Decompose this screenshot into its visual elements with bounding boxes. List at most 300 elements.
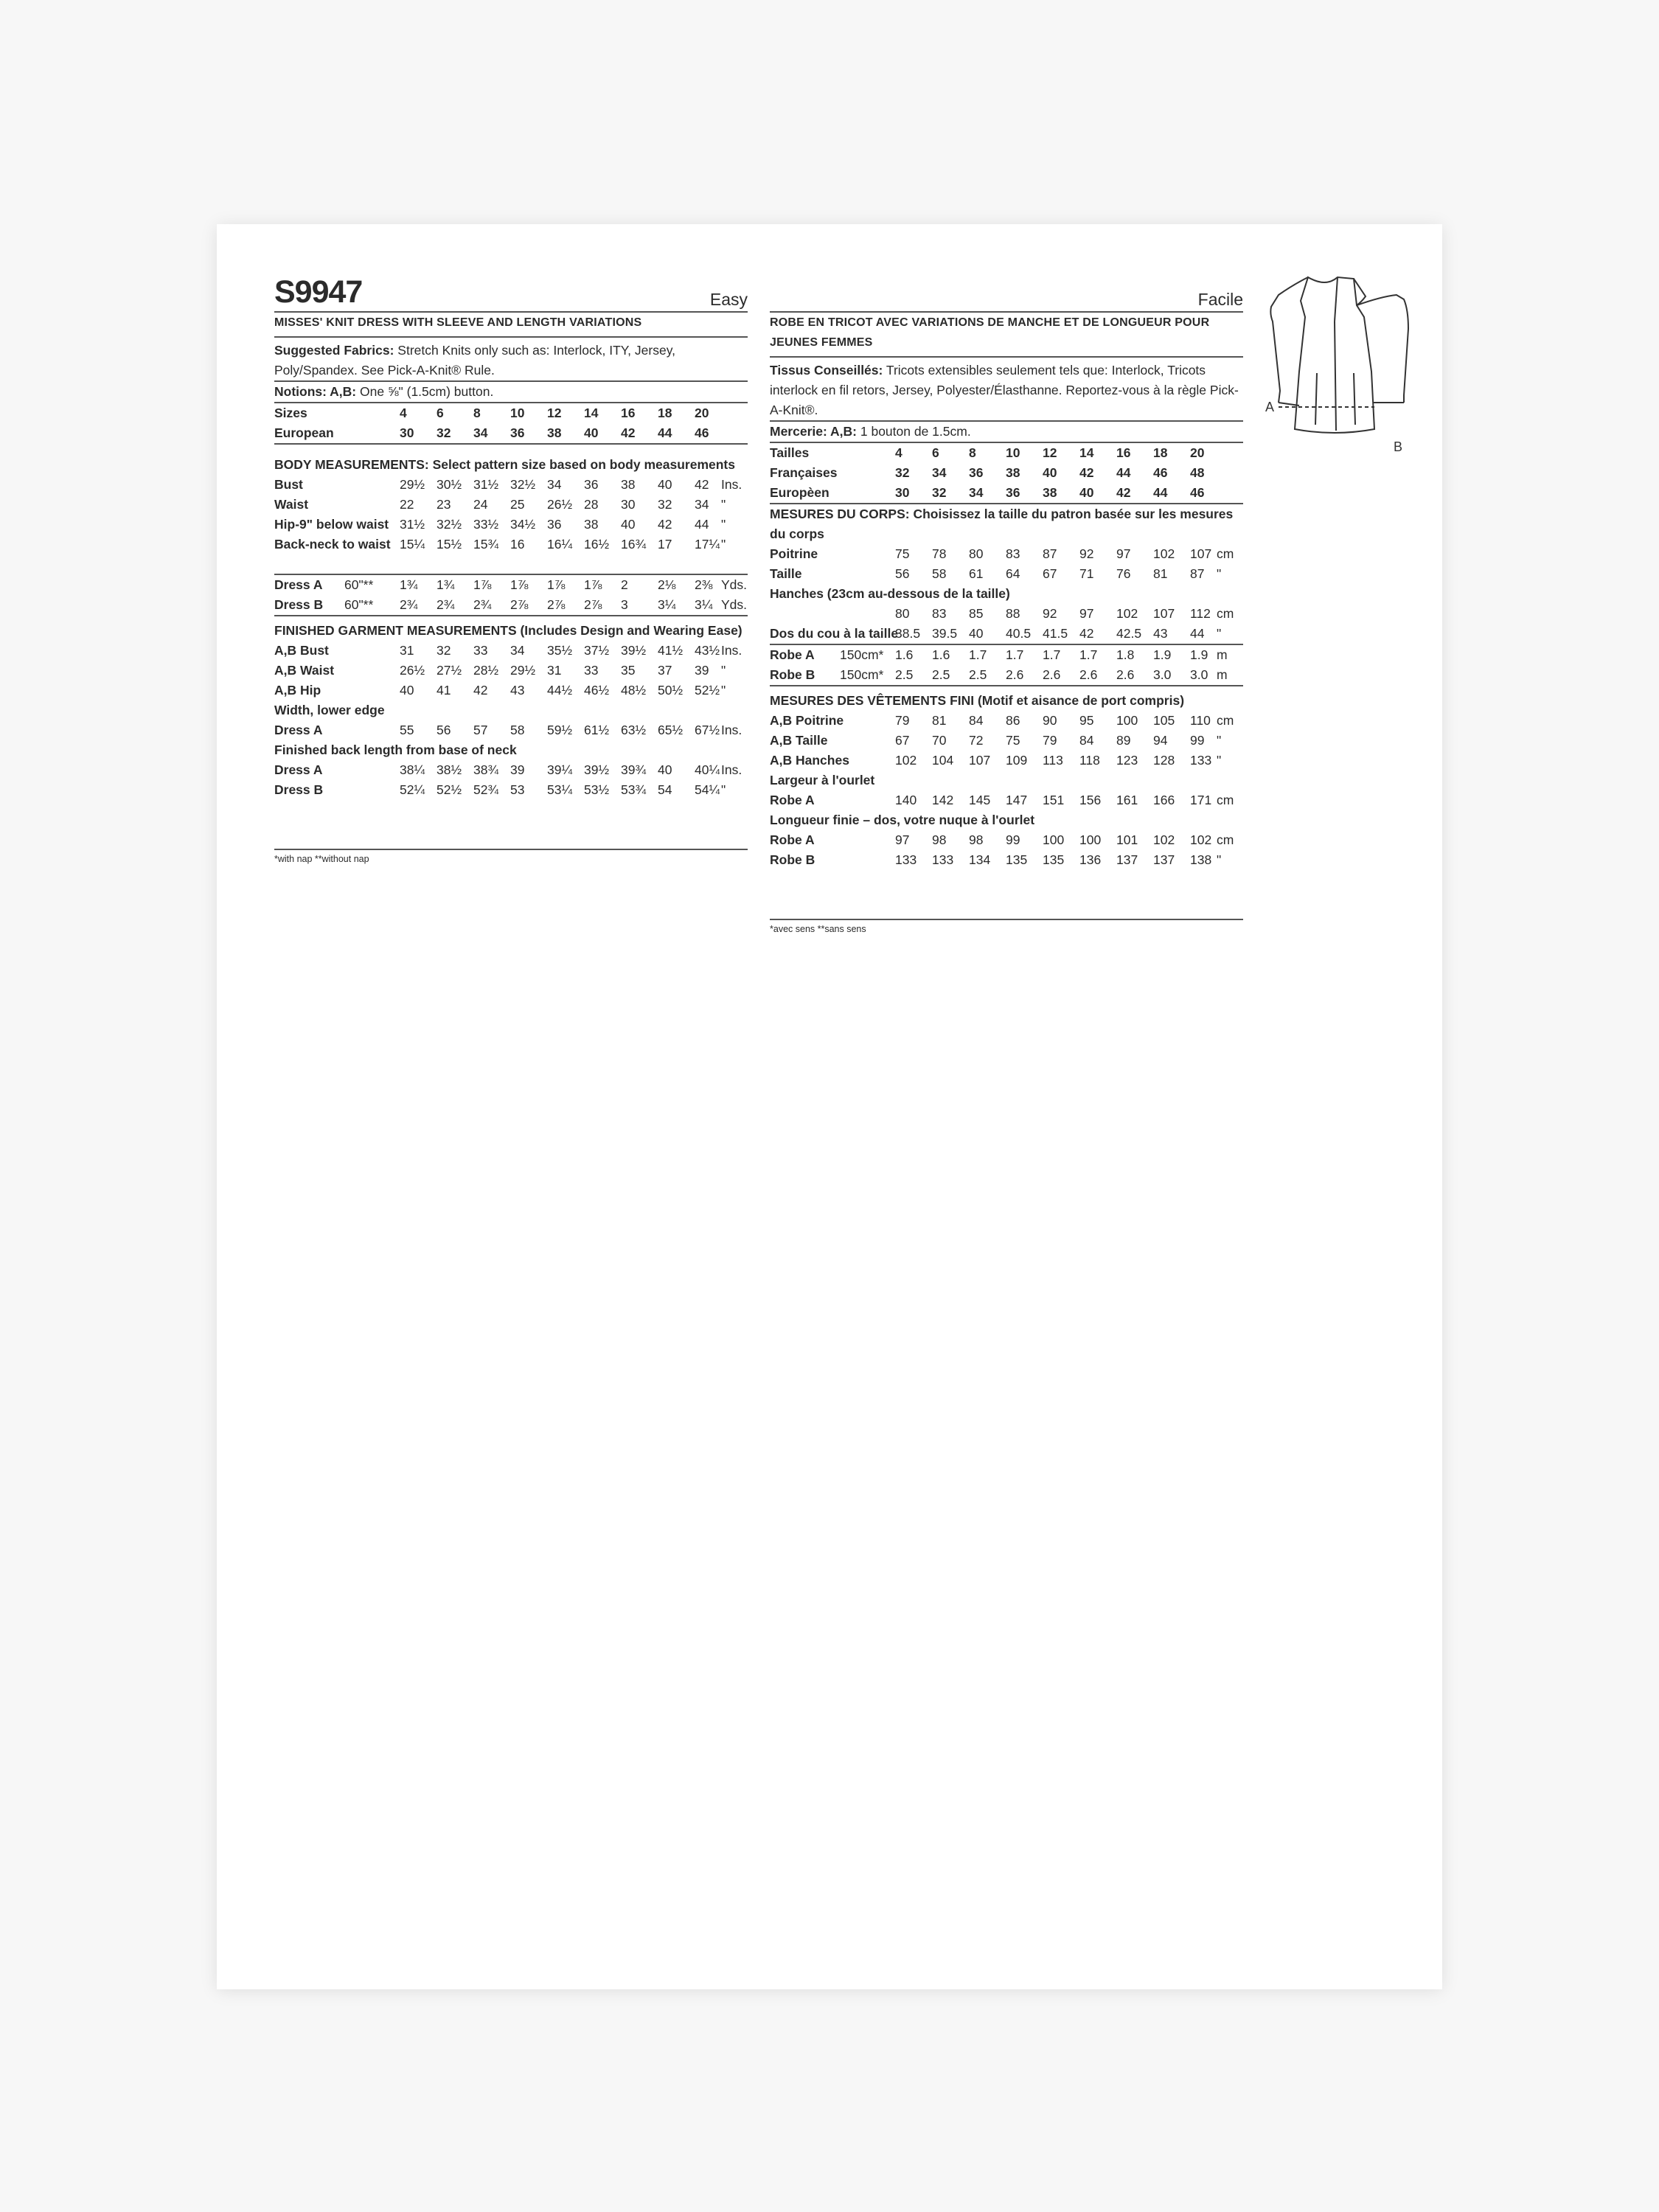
table-cell: 16 — [1116, 445, 1131, 460]
row-label: Robe A — [770, 832, 815, 847]
table-cell: 92 — [1043, 606, 1057, 621]
row-label: Bust — [274, 477, 303, 492]
table-cell: 39.5 — [932, 626, 958, 641]
table-cell: 42 — [621, 425, 636, 440]
table-cell: 67 — [1043, 566, 1057, 581]
table-cell: 140 — [895, 793, 917, 807]
table-cell: 95 — [1079, 713, 1094, 728]
table-cell: 42 — [695, 477, 709, 492]
table-cell: 118 — [1079, 753, 1100, 768]
table-cell: 25 — [510, 497, 525, 512]
unit-label: cm — [1217, 606, 1234, 621]
unit-label: Yds. — [721, 577, 748, 592]
table-cell: 46 — [695, 425, 709, 440]
row-label: Robe A — [770, 647, 815, 662]
table-row — [770, 711, 1243, 731]
difficulty-label: Facile — [1197, 290, 1243, 309]
table-row — [770, 564, 1243, 584]
table-cell: 67½ — [695, 723, 720, 737]
table-cell: 15½ — [437, 537, 462, 552]
table-cell: 58 — [932, 566, 947, 581]
table-cell: 8 — [473, 406, 481, 420]
table-cell: 43 — [1153, 626, 1168, 641]
table-cell: 102 — [1116, 606, 1138, 621]
row-label: Robe B — [770, 852, 815, 867]
fabrics-text: Stretch Knits only such as: Interlock, ITY, Jersey, Poly/Spandex. See Pick-A-Knit® Rule. — [274, 343, 676, 378]
row-label: European — [274, 425, 334, 440]
table-cell: 59½ — [547, 723, 573, 737]
table-cell: 6 — [437, 406, 444, 420]
table-cell: 81 — [932, 713, 947, 728]
row-label: Hip-9" below waist — [274, 517, 389, 532]
unit-label: " — [721, 683, 726, 698]
table-cell: 135 — [1006, 852, 1028, 867]
table-cell: 113 — [1043, 753, 1063, 768]
table-cell: 43½ — [695, 643, 720, 658]
unit-label: " — [1217, 566, 1222, 581]
table-row — [770, 544, 1243, 564]
table-row — [274, 535, 748, 554]
pattern-envelope-sheet — [217, 224, 1442, 1989]
row-label: Robe A — [770, 793, 815, 807]
table-cell: 32 — [895, 465, 910, 480]
table-cell: 3¼ — [695, 597, 713, 612]
table-cell: 1⅞ — [473, 577, 492, 592]
table-cell: 36 — [969, 465, 984, 480]
row-label: Robe B — [770, 667, 815, 682]
table-cell: 3.0 — [1190, 667, 1208, 682]
table-cell: 10 — [510, 406, 525, 420]
table-row — [770, 771, 1243, 790]
table-cell: 32 — [932, 485, 947, 500]
table-cell: 61 — [969, 566, 984, 581]
fabrics-text: Tricots extensibles seulement tels que: Interlock, Tricots interlock en fil retors, Jersey, Polyester/Élasthanne. Reportez-vous à la règle Pick-A-Knit®. — [770, 363, 1239, 417]
footnote: *avec sens **sans sens — [770, 919, 1243, 936]
table-cell: 1⅞ — [510, 577, 529, 592]
size-table — [770, 443, 1243, 504]
table-cell: 46 — [1153, 465, 1168, 480]
table-cell: 18 — [658, 406, 672, 420]
table-cell: 171 — [1190, 793, 1212, 807]
table-cell: 16 — [510, 537, 525, 552]
finished-measurements-heading: MESURES DES VÊTEMENTS FINI (Motif et aisance de port compris) — [770, 693, 1185, 708]
table-cell: 101 — [1116, 832, 1138, 847]
table-cell: 87 — [1043, 546, 1057, 561]
row-label: Taille — [770, 566, 802, 581]
table-cell: 48½ — [621, 683, 647, 698]
header — [274, 273, 748, 313]
unit-label: Ins. — [721, 477, 742, 492]
table-row — [770, 810, 1243, 830]
table-row — [770, 624, 1243, 644]
table-cell: 53¼ — [547, 782, 573, 797]
table-row — [274, 661, 748, 681]
table-cell: 123 — [1116, 753, 1138, 768]
table-cell: 34 — [932, 465, 947, 480]
table-cell: 15¾ — [473, 537, 499, 552]
table-row — [770, 443, 1243, 463]
table-row — [274, 641, 748, 661]
table-cell: 48 — [1190, 465, 1205, 480]
difficulty-label: Easy — [709, 290, 748, 309]
table-cell: 34 — [473, 425, 488, 440]
unit-label: cm — [1217, 713, 1234, 728]
table-cell: 34½ — [510, 517, 536, 532]
table-row — [274, 740, 748, 760]
unit-label: Ins. — [721, 643, 742, 658]
table-cell: 104 — [932, 753, 954, 768]
table-cell: 99 — [1190, 733, 1205, 748]
table-cell: 36 — [1006, 485, 1020, 500]
notions-label: Notions: A,B: — [274, 384, 357, 399]
table-cell: 90 — [1043, 713, 1057, 728]
table-cell: 54 — [658, 782, 672, 797]
table-cell: 1¾ — [400, 577, 418, 592]
table-row — [770, 604, 1243, 624]
table-cell: 102 — [1153, 832, 1175, 847]
table-cell: 1.7 — [1043, 647, 1061, 662]
body-heading-rest: Choisissez la taille du patron basée sur les mesures du corps — [770, 507, 1234, 541]
table-cell: 44 — [658, 425, 672, 440]
notions-text: One ⅝" (1.5cm) button. — [360, 384, 494, 399]
unit-label: " — [721, 517, 726, 532]
body-heading-bold: MESURES DU CORPS: — [770, 507, 910, 521]
table-cell: 166 — [1153, 793, 1175, 807]
table-cell: 67 — [895, 733, 910, 748]
table-cell: 35½ — [547, 643, 573, 658]
table-cell: 20 — [1190, 445, 1205, 460]
suggested-fabrics — [770, 358, 1243, 422]
table-cell: 43 — [510, 683, 525, 698]
table-cell: 2¾ — [437, 597, 455, 612]
row-label: Sizes — [274, 406, 307, 420]
table-cell: 85 — [969, 606, 984, 621]
table-cell: 42 — [1116, 485, 1131, 500]
row-label: Dress B — [274, 782, 324, 797]
table-cell: 35 — [621, 663, 636, 678]
table-cell: 107 — [969, 753, 991, 768]
table-cell: 30 — [621, 497, 636, 512]
row-label: A,B Hanches — [770, 753, 849, 768]
table-cell: 33 — [473, 643, 488, 658]
row-label: Width, lower edge — [274, 703, 385, 717]
row-label: A,B Bust — [274, 643, 329, 658]
table-cell: 156 — [1079, 793, 1102, 807]
table-cell: 65½ — [658, 723, 684, 737]
table-cell: 100 — [1079, 832, 1102, 847]
row-label: Finished back length from base of neck — [274, 742, 517, 757]
table-cell: 54¼ — [695, 782, 720, 797]
table-cell: 133 — [932, 852, 954, 867]
table-cell: 3.0 — [1153, 667, 1172, 682]
table-row — [274, 681, 748, 700]
table-cell: 102 — [895, 753, 917, 768]
table-cell: 53¾ — [621, 782, 647, 797]
table-cell: 39¼ — [547, 762, 573, 777]
table-cell: 2.6 — [1079, 667, 1098, 682]
table-cell: 56 — [437, 723, 451, 737]
table-cell: 17¼ — [695, 537, 720, 552]
table-cell: 40 — [658, 477, 672, 492]
table-cell: 44 — [1153, 485, 1168, 500]
table-cell: 107 — [1190, 546, 1212, 561]
header — [770, 273, 1243, 313]
unit-label: Ins. — [721, 762, 742, 777]
table-cell: 46 — [1190, 485, 1205, 500]
notions-label: Mercerie: A,B: — [770, 424, 857, 439]
table-cell: 44½ — [547, 683, 573, 698]
table-cell: 31 — [400, 643, 414, 658]
table-cell: 44 — [1116, 465, 1131, 480]
table-row — [274, 760, 748, 780]
table-cell: 3¼ — [658, 597, 676, 612]
table-cell: 99 — [1006, 832, 1020, 847]
unit-label: " — [721, 663, 726, 678]
suggested-fabrics — [274, 338, 748, 382]
table-cell: 36 — [584, 477, 599, 492]
table-cell: 2⅞ — [584, 597, 602, 612]
row-label: Largeur à l'ourlet — [770, 773, 875, 787]
table-cell: 27½ — [437, 663, 462, 678]
table-row — [770, 463, 1243, 483]
table-cell: 128 — [1153, 753, 1175, 768]
pattern-title: MISSES' KNIT DRESS WITH SLEEVE AND LENGTH VARIATIONS — [274, 313, 748, 338]
table-cell: 14 — [1079, 445, 1094, 460]
table-row — [770, 830, 1243, 850]
table-cell: 50½ — [658, 683, 684, 698]
table-cell: 38 — [621, 477, 636, 492]
notions-text: 1 bouton de 1.5cm. — [860, 424, 971, 439]
table-cell: 92 — [1079, 546, 1094, 561]
table-cell: 34 — [969, 485, 984, 500]
table-cell: 16¼ — [547, 537, 573, 552]
table-cell: 32 — [437, 425, 451, 440]
notions — [274, 382, 748, 403]
body-measurements-heading — [770, 504, 1243, 544]
table-cell: 44 — [695, 517, 709, 532]
table-cell: 86 — [1006, 713, 1020, 728]
table-cell: 3 — [621, 597, 628, 612]
table-cell: 109 — [1006, 753, 1028, 768]
table-cell: 38½ — [437, 762, 462, 777]
body-heading-rest: Select pattern size based on body measurements — [432, 457, 735, 472]
table-row — [770, 483, 1243, 503]
table-cell: 38 — [584, 517, 599, 532]
table-cell: 52¾ — [473, 782, 499, 797]
table-cell: 1⅞ — [547, 577, 566, 592]
table-cell: 57 — [473, 723, 488, 737]
table-cell: 15¼ — [400, 537, 425, 552]
table-cell: 38 — [1006, 465, 1020, 480]
table-cell: 2 — [621, 577, 628, 592]
table-cell: 100 — [1043, 832, 1065, 847]
table-cell: 31½ — [473, 477, 499, 492]
table-cell: 102 — [1190, 832, 1212, 847]
table-cell: 32½ — [437, 517, 462, 532]
table-cell: 61½ — [584, 723, 610, 737]
table-cell: 100 — [1116, 713, 1138, 728]
table-cell: 151 — [1043, 793, 1065, 807]
table-cell: 84 — [969, 713, 984, 728]
table-cell: 2¾ — [473, 597, 492, 612]
table-cell: 55 — [400, 723, 414, 737]
table-cell: 1.7 — [1079, 647, 1098, 662]
table-row — [274, 403, 748, 423]
table-cell: 75 — [1006, 733, 1020, 748]
size-table — [274, 403, 748, 445]
table-cell: 8 — [969, 445, 976, 460]
table-cell: 138 — [1190, 852, 1212, 867]
table-cell: 17 — [658, 537, 672, 552]
table-cell: 30 — [400, 425, 414, 440]
table-cell: 135 — [1043, 852, 1065, 867]
table-cell: 39½ — [621, 643, 647, 658]
table-cell: 4 — [895, 445, 902, 460]
table-row — [770, 850, 1243, 870]
table-cell: 1.7 — [1006, 647, 1024, 662]
unit-label: " — [1217, 852, 1222, 867]
unit-label: " — [1217, 733, 1222, 748]
table-cell: 136 — [1079, 852, 1102, 867]
table-cell: 2.5 — [969, 667, 987, 682]
table-cell: 84 — [1079, 733, 1094, 748]
unit-label: cm — [1217, 793, 1234, 807]
table-cell: 32½ — [510, 477, 536, 492]
table-cell: 41 — [437, 683, 451, 698]
table-cell: 1.6 — [932, 647, 950, 662]
unit-label: " — [721, 537, 726, 552]
table-row — [274, 700, 748, 720]
table-cell: 40 — [1043, 465, 1057, 480]
table-cell: 79 — [1043, 733, 1057, 748]
table-cell: 12 — [1043, 445, 1057, 460]
table-cell: 18 — [1153, 445, 1168, 460]
table-cell: 133 — [1190, 753, 1212, 768]
row-label: Dress A — [274, 577, 323, 592]
table-cell: 2.6 — [1116, 667, 1135, 682]
table-cell: 34 — [510, 643, 525, 658]
table-cell: 28½ — [473, 663, 499, 678]
french-column — [770, 273, 1243, 936]
table-cell: 56 — [895, 566, 910, 581]
unit-label: cm — [1217, 546, 1234, 561]
notions — [770, 422, 1243, 443]
table-cell: 38 — [547, 425, 562, 440]
table-cell: 70 — [932, 733, 947, 748]
table-cell: 53½ — [584, 782, 610, 797]
table-cell: 34 — [547, 477, 562, 492]
table-cell: 38¼ — [400, 762, 425, 777]
table-cell: 137 — [1116, 852, 1138, 867]
table-cell: 1.9 — [1190, 647, 1208, 662]
table-cell: 161 — [1116, 793, 1138, 807]
table-cell: 39½ — [584, 762, 610, 777]
table-cell: 71 — [1079, 566, 1094, 581]
row-label: A,B Hip — [274, 683, 321, 698]
pattern-title: ROBE EN TRICOT AVEC VARIATIONS DE MANCHE ET DE LONGUEUR POUR JEUNES FEMMES — [770, 313, 1243, 358]
table-cell: 1.9 — [1153, 647, 1172, 662]
body-measurements-table — [274, 475, 748, 554]
table-cell: 16½ — [584, 537, 610, 552]
unit-label: Ins. — [721, 723, 742, 737]
table-cell: 2⅜ — [695, 577, 713, 592]
table-cell: 31 — [547, 663, 562, 678]
table-cell: 6 — [932, 445, 939, 460]
table-cell: 78 — [932, 546, 947, 561]
table-cell: 2.5 — [895, 667, 914, 682]
table-row — [274, 495, 748, 515]
table-cell: 12 — [547, 406, 562, 420]
table-cell: 2.6 — [1006, 667, 1024, 682]
fabric-width: 150cm* — [840, 667, 884, 682]
table-row — [770, 751, 1243, 771]
table-cell: 83 — [1006, 546, 1020, 561]
table-row — [274, 720, 748, 740]
table-row — [274, 475, 748, 495]
unit-label: " — [721, 782, 726, 797]
table-cell: 80 — [895, 606, 910, 621]
table-cell: 83 — [932, 606, 947, 621]
table-cell: 98 — [969, 832, 984, 847]
row-label: Waist — [274, 497, 309, 512]
pattern-code: S9947 — [274, 274, 363, 310]
table-cell: 63½ — [621, 723, 647, 737]
fabric-width: 60"** — [344, 597, 374, 612]
view-label-b: B — [1394, 439, 1403, 454]
body-measurements-table — [770, 544, 1243, 644]
table-cell: 16 — [621, 406, 636, 420]
table-cell: 72 — [969, 733, 984, 748]
table-cell: 1.7 — [969, 647, 987, 662]
table-row — [770, 645, 1243, 665]
table-cell: 42 — [1079, 465, 1094, 480]
table-cell: 110 — [1190, 713, 1211, 728]
table-cell: 39 — [695, 663, 709, 678]
fabrics-label: Tissus Conseillés: — [770, 363, 883, 378]
table-cell: 2⅞ — [547, 597, 566, 612]
body-measurements-heading — [274, 455, 748, 475]
table-cell: 1⅞ — [584, 577, 602, 592]
unit-label: Yds. — [721, 597, 748, 612]
table-cell: 52½ — [695, 683, 720, 698]
row-label: Dress A — [274, 723, 323, 737]
table-cell: 137 — [1153, 852, 1175, 867]
table-cell: 42 — [473, 683, 488, 698]
table-cell: 40 — [1079, 485, 1094, 500]
table-cell: 38.5 — [895, 626, 921, 641]
table-cell: 64 — [1006, 566, 1020, 581]
table-row — [770, 790, 1243, 810]
row-label: A,B Waist — [274, 663, 335, 678]
table-cell: 97 — [895, 832, 910, 847]
table-cell: 40 — [400, 683, 414, 698]
table-row — [274, 575, 748, 595]
table-cell: 20 — [695, 406, 709, 420]
table-cell: 30½ — [437, 477, 462, 492]
table-cell: 33½ — [473, 517, 499, 532]
table-row — [274, 515, 748, 535]
row-label: Françaises — [770, 465, 838, 480]
yardage-table — [274, 574, 748, 616]
table-cell: 2⅞ — [510, 597, 529, 612]
table-cell: 147 — [1006, 793, 1028, 807]
table-cell: 29½ — [400, 477, 425, 492]
unit-label: m — [1217, 667, 1228, 682]
row-label: Hanches (23cm au-dessous de la taille) — [770, 586, 1010, 601]
table-cell: 33 — [584, 663, 599, 678]
table-cell: 29½ — [510, 663, 536, 678]
finished-measurements-table — [770, 711, 1243, 870]
